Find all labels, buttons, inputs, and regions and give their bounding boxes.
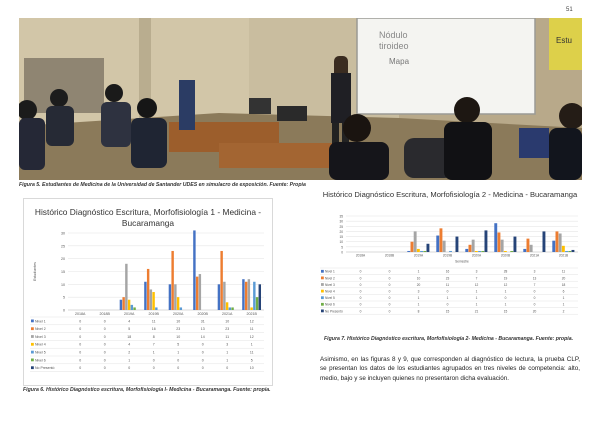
x-tick-label: 2020A: [173, 312, 184, 316]
bar: [485, 230, 488, 252]
y-tick-label: 5: [341, 245, 343, 250]
bar: [417, 249, 420, 252]
table-cell: 5: [128, 327, 131, 332]
table-cell: 0: [388, 269, 391, 274]
bar: [407, 251, 410, 252]
bar: [443, 241, 446, 252]
legend-swatch: [321, 277, 324, 280]
table-cell: 0: [103, 334, 106, 339]
legend-label: Nivel 4: [35, 342, 46, 347]
table-cell: 0: [103, 342, 106, 347]
table-cell: 11: [151, 319, 156, 324]
y-tick-label: 25: [339, 224, 343, 229]
legend-swatch: [31, 359, 34, 362]
table-cell: 20: [532, 309, 537, 314]
legend-swatch: [31, 351, 34, 354]
table-cell: 0: [79, 319, 82, 324]
page-number: 51: [566, 7, 573, 13]
table-cell: 0: [388, 282, 391, 287]
y-tick-label: 15: [339, 235, 343, 240]
bar: [427, 244, 430, 252]
legend-swatch: [31, 320, 34, 323]
table-cell: 11: [249, 327, 254, 332]
table-cell: 0: [79, 342, 82, 347]
board-text-3: Mapa: [389, 57, 410, 66]
table-cell: 0: [201, 358, 204, 363]
bar: [229, 307, 231, 310]
bar: [472, 240, 475, 252]
bar: [256, 297, 258, 310]
table-cell: 13: [200, 327, 205, 332]
board-text-1: Nódulo: [379, 30, 408, 40]
table-cell: 31: [200, 319, 205, 324]
x-tick-label: 2019A: [413, 253, 424, 258]
chart-1-title: Histórico Diagnóstico Escritura, Morfofisiología 1 - Medicina - Bucaramanga: [34, 207, 262, 228]
legend-swatch: [321, 283, 324, 286]
y-tick-label: 15: [61, 270, 65, 274]
legend-label: Nivel 6: [35, 358, 46, 363]
table-cell: 15: [445, 309, 450, 314]
bar: [248, 279, 250, 310]
table-cell: 12: [503, 282, 508, 287]
legend-label: Nivel 1: [325, 269, 335, 274]
bar: [250, 307, 252, 310]
table-cell: 8: [417, 309, 420, 314]
bar: [144, 282, 146, 310]
x-tick-label: 2021B: [246, 312, 257, 316]
chart-panel-morfo-1: [23, 198, 273, 386]
table-cell: 0: [446, 289, 449, 294]
chart-2-title: Histórico Diagnóstico Escritura, Morfofisiología 2 - Medicina - Bucaramanga: [322, 190, 578, 199]
x-tick-label: 2020A: [471, 253, 482, 258]
bar: [543, 231, 546, 252]
table-cell: 1: [417, 269, 420, 274]
bar: [440, 228, 443, 252]
legend-swatch: [31, 335, 34, 338]
x-tick-label: 2020B: [500, 253, 511, 258]
table-cell: 0: [103, 319, 106, 324]
bar: [177, 297, 179, 310]
classroom-photo-drawing: [19, 18, 582, 180]
x-tick-label: 2021A: [222, 312, 233, 316]
bar: [125, 264, 127, 310]
table-cell: 11: [445, 282, 450, 287]
table-cell: 0: [533, 289, 536, 294]
figure-6-caption: Figura 6. Histórico Diagnóstico escritura, Morfofisiología I- Medicina - Bucaramanga. Fuente: propia.: [23, 387, 271, 393]
table-cell: 15: [503, 309, 508, 314]
bar: [514, 237, 517, 252]
legend-swatch: [321, 303, 324, 306]
classroom-photo: [19, 18, 582, 180]
table-cell: 0: [359, 289, 362, 294]
table-cell: 0: [201, 366, 204, 371]
table-cell: 1: [562, 296, 565, 301]
bar: [231, 307, 233, 310]
bar: [456, 237, 459, 252]
table-cell: 1: [226, 350, 229, 355]
table-cell: 3: [417, 289, 420, 294]
table-cell: 0: [359, 269, 362, 274]
bar: [552, 241, 555, 252]
table-cell: 0: [128, 366, 131, 371]
table-cell: 2: [562, 309, 565, 314]
y-tick-label: 0: [341, 250, 343, 255]
table-cell: 28: [503, 269, 508, 274]
bar: [504, 251, 507, 252]
legend-swatch: [321, 290, 324, 293]
bar: [481, 251, 484, 252]
table-cell: 0: [359, 296, 362, 301]
bar: [147, 269, 149, 310]
table-cell: 0: [79, 350, 82, 355]
table-cell: 0: [533, 302, 536, 307]
bar: [559, 233, 562, 252]
table-cell: 0: [359, 309, 362, 314]
legend-swatch: [321, 310, 324, 313]
y-tick-label: 35: [339, 214, 343, 219]
bar: [465, 249, 468, 252]
bar: [128, 300, 130, 310]
table-cell: 3: [226, 342, 229, 347]
table-cell: 0: [359, 302, 362, 307]
table-cell: 5: [177, 342, 180, 347]
table-cell: 10: [176, 334, 181, 339]
table-cell: 18: [127, 334, 132, 339]
table-cell: 1: [475, 302, 478, 307]
table-cell: 20: [561, 276, 566, 281]
table-cell: 0: [446, 302, 449, 307]
table-cell: 0: [359, 282, 362, 287]
table-cell: 1: [417, 302, 420, 307]
table-cell: 6: [562, 289, 565, 294]
figure-7-caption: Figura 7. Histórico Diagnóstico escritura, Morfofisiología 2- Medicina - Bucaramanga. Fuente: propia.: [324, 336, 574, 342]
x-tick-label: 2019B: [148, 312, 159, 316]
bar: [169, 284, 171, 310]
table-cell: 20: [416, 282, 421, 287]
table-cell: 4: [128, 319, 131, 324]
x-tick-label: 2018A: [75, 312, 86, 316]
bar: [562, 246, 565, 252]
x-tick-label: 2019B: [442, 253, 453, 258]
legend-label: Nivel 5: [325, 296, 335, 301]
table-cell: 0: [79, 366, 82, 371]
x-tick-label: 2019A: [124, 312, 135, 316]
table-cell: 0: [79, 358, 82, 363]
bar: [478, 251, 481, 252]
table-cell: 23: [445, 276, 450, 281]
bar: [218, 284, 220, 310]
table-cell: 0: [103, 366, 106, 371]
y-tick-label: 10: [339, 240, 343, 245]
chart-2-plot: [318, 188, 582, 333]
table-cell: 0: [359, 276, 362, 281]
table-cell: 5: [250, 358, 253, 363]
table-cell: 12: [249, 334, 254, 339]
bar: [565, 251, 568, 252]
x-tick-label: 2018B: [384, 253, 395, 258]
bar: [556, 231, 559, 252]
body-paragraph: Asimismo, en las figuras 8 y 9, que corresponden al diagnóstico de lectura, la prueba CLP, se presentan los datos de los estudiantes agrupados en tres niveles de competencia: alto, medio, bajo y se incluyen quienes no presentaron dicha evaluación.: [320, 356, 580, 382]
bar: [253, 282, 255, 310]
bar: [152, 292, 154, 310]
bar: [242, 279, 244, 310]
table-cell: 0: [504, 296, 507, 301]
table-cell: 0: [201, 342, 204, 347]
table-cell: 0: [388, 309, 391, 314]
bar: [498, 232, 501, 252]
table-cell: 21: [474, 309, 479, 314]
table-cell: 1: [128, 358, 131, 363]
table-cell: 0: [177, 366, 180, 371]
bar: [523, 249, 526, 252]
table-cell: 0: [103, 350, 106, 355]
table-cell: 1: [475, 289, 478, 294]
bar: [469, 245, 472, 252]
table-cell: 0: [177, 358, 180, 363]
bar: [131, 305, 133, 310]
bar: [436, 236, 439, 252]
table-cell: 12: [249, 319, 254, 324]
table-cell: 10: [249, 366, 254, 371]
bar: [494, 223, 497, 252]
table-cell: 0: [388, 302, 391, 307]
bar: [530, 245, 533, 252]
y-tick-label: 5: [63, 295, 65, 300]
legend-swatch: [321, 296, 324, 299]
bar: [259, 284, 261, 310]
table-cell: 11: [225, 334, 230, 339]
table-cell: 7: [533, 282, 536, 287]
bar: [199, 274, 201, 310]
legend-label: Nivel 2: [325, 276, 335, 281]
board-text-2: tiroideo: [379, 41, 409, 51]
x-tick-label: 2018B: [99, 312, 110, 316]
table-cell: 1: [562, 302, 565, 307]
bar: [122, 297, 124, 310]
table-cell: 1: [417, 296, 420, 301]
bar: [226, 302, 228, 310]
legend-label: Nivel 3: [35, 334, 46, 339]
bar: [475, 251, 478, 252]
table-cell: 3: [533, 269, 536, 274]
table-cell: 16: [151, 327, 156, 332]
poster-text: Estu: [556, 36, 573, 45]
legend-label: Nivel 5: [35, 350, 46, 355]
y-tick-label: 25: [61, 244, 65, 249]
legend-swatch: [31, 366, 34, 369]
table-cell: 8: [152, 334, 155, 339]
y-tick-label: 0: [63, 308, 65, 313]
bar: [133, 307, 135, 310]
table-cell: 14: [200, 334, 205, 339]
table-cell: 0: [79, 327, 82, 332]
table-cell: 11: [249, 350, 254, 355]
bar: [171, 251, 173, 310]
table-cell: 0: [103, 327, 106, 332]
bar: [174, 284, 176, 310]
x-tick-label: 2020B: [197, 312, 208, 316]
table-cell: 0: [388, 296, 391, 301]
bar: [510, 251, 513, 252]
table-cell: 1: [504, 302, 507, 307]
table-cell: 1: [475, 296, 478, 301]
table-cell: 11: [561, 269, 566, 274]
table-cell: 0: [388, 276, 391, 281]
table-cell: 19: [503, 276, 508, 281]
table-cell: 10: [225, 319, 230, 324]
legend-label: No Presentó: [35, 366, 55, 371]
bar: [245, 282, 247, 310]
bar: [423, 251, 426, 252]
legend-label: No Presentó: [325, 309, 343, 314]
legend-swatch: [31, 327, 34, 330]
legend-label: Nivel 2: [35, 327, 46, 332]
chart-1-plot: [24, 199, 272, 385]
legend-label: Nivel 6: [325, 302, 335, 307]
bar: [568, 251, 571, 252]
table-cell: 1: [177, 350, 180, 355]
x-tick-label: 2021A: [529, 253, 540, 258]
bar: [414, 231, 417, 252]
table-cell: 0: [201, 350, 204, 355]
chart-panel-morfo-2: [318, 188, 582, 333]
bar: [220, 251, 222, 310]
y-tick-label: 10: [61, 282, 65, 287]
table-cell: 23: [176, 327, 181, 332]
table-cell: 4: [128, 342, 131, 347]
table-cell: 1: [250, 342, 253, 347]
table-cell: 10: [416, 276, 421, 281]
table-cell: 1: [446, 296, 449, 301]
bar: [572, 250, 575, 252]
legend-swatch: [31, 343, 34, 346]
table-cell: 12: [474, 282, 479, 287]
bar: [449, 251, 452, 252]
table-cell: 1: [152, 350, 155, 355]
table-cell: 0: [533, 296, 536, 301]
bar: [420, 251, 423, 252]
y-tick-label: 30: [339, 219, 343, 224]
bar: [196, 277, 198, 310]
x-tick-label: 2021B: [558, 253, 569, 258]
y-axis-label: Estudiantes: [33, 262, 37, 281]
table-cell: 3: [475, 269, 478, 274]
table-cell: 0: [388, 289, 391, 294]
table-cell: 10: [176, 319, 181, 324]
table-cell: 0: [103, 358, 106, 363]
table-cell: 0: [79, 334, 82, 339]
table-cell: 16: [445, 269, 450, 274]
bar: [411, 242, 414, 252]
legend-label: Nivel 3: [325, 282, 335, 287]
bar: [527, 239, 530, 252]
legend-label: Nivel 1: [35, 319, 46, 324]
x-axis-label: Semestre: [455, 259, 469, 264]
table-cell: 1: [226, 358, 229, 363]
table-cell: 2: [128, 350, 131, 355]
bar: [193, 230, 195, 310]
table-cell: 23: [225, 327, 230, 332]
bar: [223, 282, 225, 310]
bar: [155, 307, 157, 310]
table-cell: 0: [152, 366, 155, 371]
table-cell: 18: [561, 282, 566, 287]
table-cell: 13: [532, 276, 537, 281]
legend-swatch: [321, 270, 324, 273]
table-cell: 0: [226, 366, 229, 371]
legend-label: Nivel 4: [325, 289, 335, 294]
figure-5-caption: Figura 5. Estudiantes de Medicina de la Universidad de Santander UDES en simulacro de exposición. Fuente: Propia: [19, 182, 306, 188]
y-tick-label: 30: [61, 231, 65, 236]
bar: [120, 300, 122, 310]
x-tick-label: 2018A: [355, 253, 366, 258]
y-tick-label: 20: [61, 257, 65, 262]
table-cell: 7: [475, 276, 478, 281]
bar: [180, 307, 182, 310]
bar: [501, 240, 504, 252]
table-cell: 1: [504, 289, 507, 294]
bar: [150, 289, 152, 310]
y-tick-label: 20: [339, 229, 343, 234]
table-cell: 7: [152, 342, 155, 347]
table-cell: 0: [152, 358, 155, 363]
